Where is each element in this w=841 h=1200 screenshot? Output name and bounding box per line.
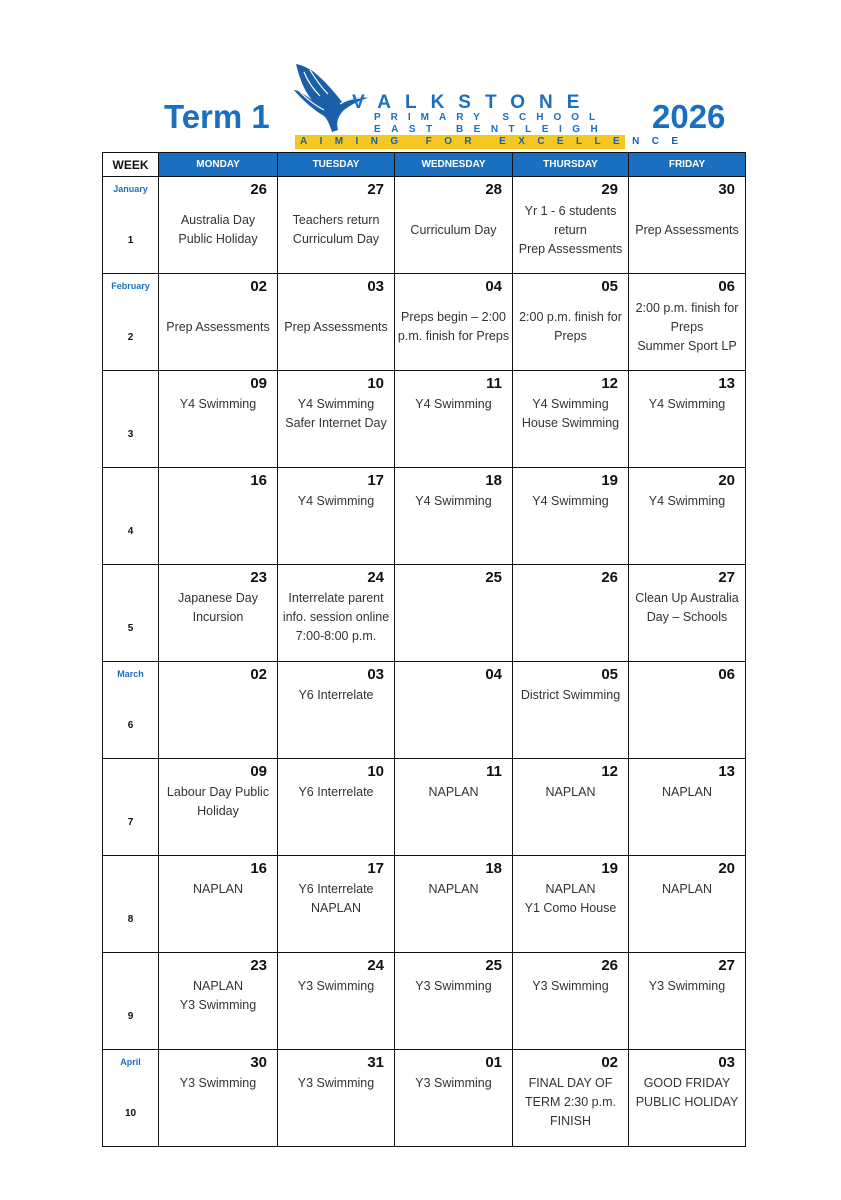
event-text: House Swimming [521, 416, 620, 430]
day-date: 03 [367, 666, 384, 683]
event-text: NAPLAN [545, 785, 596, 799]
day-cell [513, 856, 629, 953]
day-date: 02 [250, 278, 267, 295]
day-date: 11 [486, 763, 502, 780]
event-text: Curriculum Day [292, 232, 380, 246]
day-cell [513, 468, 629, 565]
day-cell [513, 274, 629, 371]
day-date: 12 [601, 375, 618, 392]
day-cell [629, 177, 746, 274]
week-cell [103, 565, 159, 662]
day-cell [159, 565, 278, 662]
day-cell [513, 759, 629, 856]
event-text: NAPLAN [192, 979, 244, 993]
week-row [103, 274, 746, 371]
day-date: 18 [485, 860, 502, 877]
event-text: Australia Day [180, 213, 256, 227]
day-date: 16 [250, 472, 267, 489]
day-date: 12 [601, 763, 618, 780]
week-number: 8 [127, 914, 134, 925]
day-events [515, 274, 626, 370]
day-cell [513, 1050, 629, 1147]
day-cell [513, 953, 629, 1050]
week-cell [103, 177, 159, 274]
day-cell [395, 1050, 513, 1147]
week-number: 3 [127, 429, 134, 440]
day-events [397, 880, 510, 899]
event-text: Curriculum Day [410, 222, 497, 237]
event-text: Summer Sport LP [637, 338, 737, 353]
event-text: Prep Assessments [284, 319, 388, 334]
day-date: 19 [601, 472, 618, 489]
event-text: Y6 Interrelate [298, 688, 374, 702]
day-date: 26 [601, 957, 618, 974]
term-title: Term 1 [164, 98, 270, 135]
week-row [103, 953, 746, 1050]
day-cell [159, 371, 278, 468]
day-cell [629, 565, 746, 662]
day-date: 23 [250, 569, 267, 586]
week-row [103, 856, 746, 953]
event-text: NAPLAN [192, 882, 244, 896]
day-events [280, 177, 392, 273]
school-name: VALKSTONE [352, 92, 594, 113]
day-cell [395, 468, 513, 565]
day-date: 03 [718, 1054, 735, 1071]
day-date: 11 [486, 375, 502, 392]
day-cell [278, 565, 395, 662]
event-text: Prep Assessments [518, 241, 623, 256]
day-cell [629, 468, 746, 565]
day-date: 01 [485, 1054, 502, 1071]
day-date: 20 [718, 860, 735, 877]
day-events [397, 177, 510, 273]
event-text: NAPLAN [661, 882, 713, 896]
week-number: 9 [127, 1011, 134, 1022]
day-cell [513, 662, 629, 759]
day-events [631, 783, 743, 802]
day-cell [629, 759, 746, 856]
day-events [631, 589, 743, 627]
week-row [103, 1050, 746, 1147]
calendar-header-row [103, 153, 746, 177]
week-cell [103, 662, 159, 759]
day-events [515, 1074, 626, 1131]
day-events [631, 177, 743, 273]
day-header-thursday: THURSDAY [513, 153, 629, 177]
day-events [280, 1074, 392, 1093]
day-date: 09 [250, 763, 267, 780]
event-text: NAPLAN [545, 882, 596, 896]
day-date: 28 [485, 181, 502, 198]
week-cell [103, 759, 159, 856]
event-text: Y4 Swimming [297, 494, 375, 508]
day-events [397, 977, 510, 996]
day-date: 17 [367, 472, 384, 489]
day-events [161, 977, 275, 1015]
day-date: 29 [601, 181, 618, 198]
day-events [280, 589, 392, 646]
day-date: 27 [367, 181, 384, 198]
day-header-friday: FRIDAY [629, 153, 746, 177]
day-events [161, 274, 275, 370]
day-date: 06 [718, 278, 735, 295]
day-cell [629, 1050, 746, 1147]
school-type: PRIMARY SCHOOL [374, 112, 606, 123]
month-label: April [120, 1057, 141, 1067]
event-text: Clean Up Australia Day – Schools [635, 591, 739, 624]
day-events [397, 1074, 510, 1093]
week-number: 10 [124, 1108, 137, 1119]
school-location: EAST BENTLEIGH [374, 124, 609, 135]
month-label: March [117, 669, 144, 679]
day-cell [278, 856, 395, 953]
day-events [631, 1074, 743, 1112]
school-motto: AIMING FOR EXCELLENCE [300, 136, 691, 147]
event-text: Yr 1 - 6 students return [524, 203, 617, 237]
day-cell [159, 274, 278, 371]
week-number: 5 [127, 623, 134, 634]
day-cell [159, 662, 278, 759]
day-header-tuesday: TUESDAY [278, 153, 395, 177]
event-text: District Swimming [520, 688, 621, 702]
day-cell [395, 759, 513, 856]
week-row [103, 371, 746, 468]
day-cell [629, 953, 746, 1050]
day-events [161, 783, 275, 821]
day-events [631, 274, 743, 370]
month-label: January [113, 184, 148, 194]
event-text: Y4 Swimming [532, 494, 609, 508]
day-date: 10 [367, 763, 384, 780]
day-cell [159, 856, 278, 953]
event-text: Y3 Swimming [297, 979, 375, 993]
day-events [515, 686, 626, 705]
event-text: Y3 Swimming [179, 998, 257, 1012]
day-events [397, 395, 510, 414]
day-events [397, 274, 510, 370]
day-events [515, 177, 626, 273]
event-text: NAPLAN [661, 785, 713, 799]
day-cell [629, 856, 746, 953]
event-text: NAPLAN [428, 785, 479, 799]
event-text: Y4 Swimming [415, 397, 492, 411]
event-text: Teachers return [292, 213, 380, 227]
day-date: 02 [250, 666, 267, 683]
event-text: Y3 Swimming [532, 979, 609, 993]
day-cell [159, 177, 278, 274]
day-events [515, 395, 626, 433]
day-cell [395, 274, 513, 371]
event-text: Labour Day Public Holiday [166, 785, 270, 818]
day-date: 24 [367, 957, 384, 974]
event-text: Y3 Swimming [415, 1076, 492, 1090]
month-label: February [111, 281, 150, 291]
day-date: 04 [485, 666, 502, 683]
day-events [397, 492, 510, 511]
day-cell [395, 856, 513, 953]
week-cell [103, 856, 159, 953]
day-cell [278, 371, 395, 468]
event-text: Y3 Swimming [648, 979, 726, 993]
day-cell [278, 177, 395, 274]
week-number: 7 [127, 817, 134, 828]
day-events [161, 395, 275, 414]
day-events [515, 977, 626, 996]
day-date: 27 [718, 569, 735, 586]
event-text: Interrelate parent info. session online 7:00-8:00 p.m. [282, 591, 390, 643]
day-date: 05 [601, 666, 618, 683]
day-date: 25 [485, 569, 502, 586]
day-events [280, 395, 392, 433]
week-row [103, 468, 746, 565]
day-header-monday: MONDAY [159, 153, 278, 177]
year-title: 2026 [652, 98, 726, 135]
day-header-wednesday: WEDNESDAY [395, 153, 513, 177]
event-text: Y1 Como House [524, 901, 617, 915]
day-events [631, 880, 743, 899]
week-number: 4 [127, 526, 134, 537]
day-date: 31 [367, 1054, 384, 1071]
day-date: 25 [485, 957, 502, 974]
event-text: Y4 Swimming [179, 397, 257, 411]
day-date: 23 [250, 957, 267, 974]
day-events [515, 880, 626, 918]
event-text: 2:00 p.m. finish for Preps [519, 310, 622, 343]
day-cell [159, 1050, 278, 1147]
day-cell [159, 759, 278, 856]
event-text: Y3 Swimming [415, 979, 492, 993]
day-events [280, 977, 392, 996]
week-row [103, 565, 746, 662]
day-date: 18 [485, 472, 502, 489]
day-date: 30 [718, 181, 735, 198]
day-cell [629, 662, 746, 759]
day-date: 13 [718, 763, 735, 780]
event-text: Y6 Interrelate [298, 785, 374, 799]
day-cell [395, 953, 513, 1050]
day-date: 17 [367, 860, 384, 877]
day-date: 02 [601, 1054, 618, 1071]
day-cell [159, 468, 278, 565]
week-cell [103, 274, 159, 371]
event-text: Preps begin – 2:00 p.m. finish for Preps [397, 310, 510, 343]
event-text: Public Holiday [178, 232, 258, 246]
event-text: Y6 Interrelate [298, 882, 374, 896]
day-events [631, 492, 743, 511]
day-date: 20 [718, 472, 735, 489]
event-text: NAPLAN [428, 882, 479, 896]
day-cell [278, 759, 395, 856]
day-date: 09 [250, 375, 267, 392]
day-cell [159, 953, 278, 1050]
day-date: 16 [250, 860, 267, 877]
day-cell [395, 371, 513, 468]
event-text: GOOD FRIDAY PUBLIC HOLIDAY [635, 1076, 739, 1109]
day-date: 26 [250, 181, 267, 198]
event-text: Prep Assessments [635, 222, 739, 237]
day-cell [513, 177, 629, 274]
day-cell [278, 274, 395, 371]
event-text: Prep Assessments [166, 319, 270, 334]
day-events [280, 274, 392, 370]
day-cell [629, 274, 746, 371]
event-text: NAPLAN [310, 901, 362, 915]
day-date: 06 [718, 666, 735, 683]
day-events [161, 589, 275, 627]
event-text: Y3 Swimming [179, 1076, 257, 1090]
week-number: 1 [127, 235, 134, 246]
day-events [515, 492, 626, 511]
day-events [161, 177, 275, 273]
event-text: Y4 Swimming [297, 397, 375, 411]
day-date: 19 [601, 860, 618, 877]
day-cell [513, 565, 629, 662]
day-date: 03 [367, 278, 384, 295]
day-date: 05 [601, 278, 618, 295]
day-events [397, 783, 510, 802]
day-date: 26 [601, 569, 618, 586]
day-cell [278, 1050, 395, 1147]
day-events [280, 492, 392, 511]
day-events [161, 1074, 275, 1093]
day-date: 27 [718, 957, 735, 974]
day-events [280, 880, 392, 918]
week-number: 6 [127, 720, 134, 731]
day-date: 04 [485, 278, 502, 295]
event-text: Y4 Swimming [415, 494, 492, 508]
day-events [280, 686, 392, 705]
day-events [631, 977, 743, 996]
day-events [515, 783, 626, 802]
week-cell [103, 1050, 159, 1147]
day-cell [629, 371, 746, 468]
day-date: 13 [718, 375, 735, 392]
day-cell [278, 662, 395, 759]
term-calendar [102, 152, 746, 1147]
event-text: 2:00 p.m. finish for Preps [635, 300, 739, 334]
day-cell [395, 565, 513, 662]
event-text: FINAL DAY OF TERM 2:30 p.m. FINISH [525, 1076, 616, 1128]
day-cell [395, 177, 513, 274]
week-row [103, 177, 746, 274]
day-date: 30 [250, 1054, 267, 1071]
event-text: Y4 Swimming [648, 494, 726, 508]
week-row [103, 662, 746, 759]
day-cell [278, 468, 395, 565]
event-text: Y4 Swimming [532, 397, 609, 411]
week-column-header: WEEK [103, 153, 159, 177]
day-date: 24 [367, 569, 384, 586]
event-text: Japanese Day Incursion [178, 591, 258, 624]
week-cell [103, 468, 159, 565]
day-date: 10 [367, 375, 384, 392]
week-cell [103, 371, 159, 468]
week-number: 2 [127, 332, 134, 343]
event-text: Y3 Swimming [297, 1076, 375, 1090]
day-events [631, 395, 743, 414]
event-text: Safer Internet Day [285, 416, 387, 430]
day-cell [278, 953, 395, 1050]
day-events [280, 783, 392, 802]
day-cell [395, 662, 513, 759]
day-events [161, 880, 275, 899]
week-cell [103, 953, 159, 1050]
event-text: Y4 Swimming [648, 397, 726, 411]
week-row [103, 759, 746, 856]
day-cell [513, 371, 629, 468]
